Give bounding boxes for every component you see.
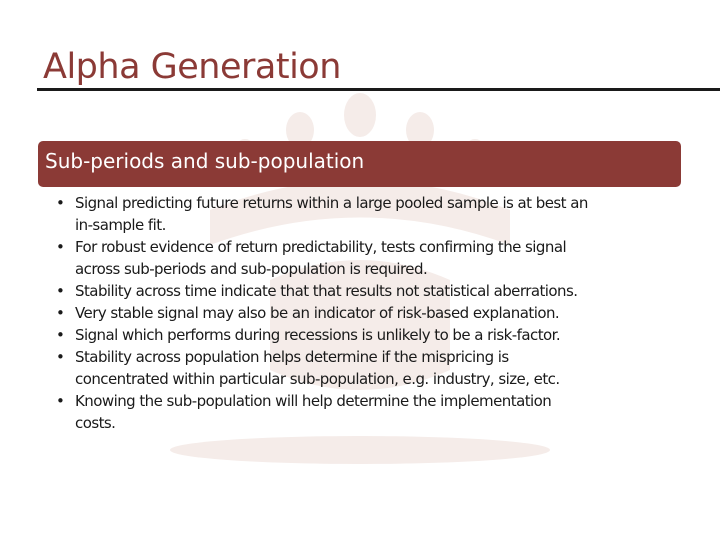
slide-title: Alpha Generation: [43, 47, 341, 87]
bullet-list: [54, 192, 684, 434]
bullet-item: • Stability across time indicate that that results not statistical aberrations.: [56, 282, 578, 300]
bullet-item: • Knowing the sub-population will help determine the implementation costs.: [56, 392, 552, 432]
bullet-item: • Very stable signal may also be an indicator of risk-based explanation.: [56, 304, 560, 322]
bullet-item: • Signal which performs during recessions is unlikely to be a risk-factor.: [56, 326, 561, 344]
bullet-icon: •: [56, 194, 65, 212]
bullet-icon: •: [56, 304, 65, 322]
bullet-icon: •: [56, 326, 65, 344]
bullet-icon: •: [56, 392, 65, 410]
section-heading: Sub-periods and sub-population: [45, 149, 365, 173]
bullet-item: • For robust evidence of return predictability, tests confirming the signal across sub-periods and sub-population is required.: [56, 238, 567, 278]
bullet-item: • Signal predicting future returns within a large pooled sample is at best an in-sample fit.: [56, 194, 588, 234]
bullet-item: • Stability across population helps determine if the mispricing is concentrated within particular sub-population, e.g. industry, size, etc.: [56, 348, 560, 388]
bullet-icon: •: [56, 282, 65, 300]
title-divider: [37, 88, 720, 91]
bullet-icon: •: [56, 348, 65, 366]
bullet-icon: •: [56, 238, 65, 256]
section-banner: [38, 141, 681, 187]
